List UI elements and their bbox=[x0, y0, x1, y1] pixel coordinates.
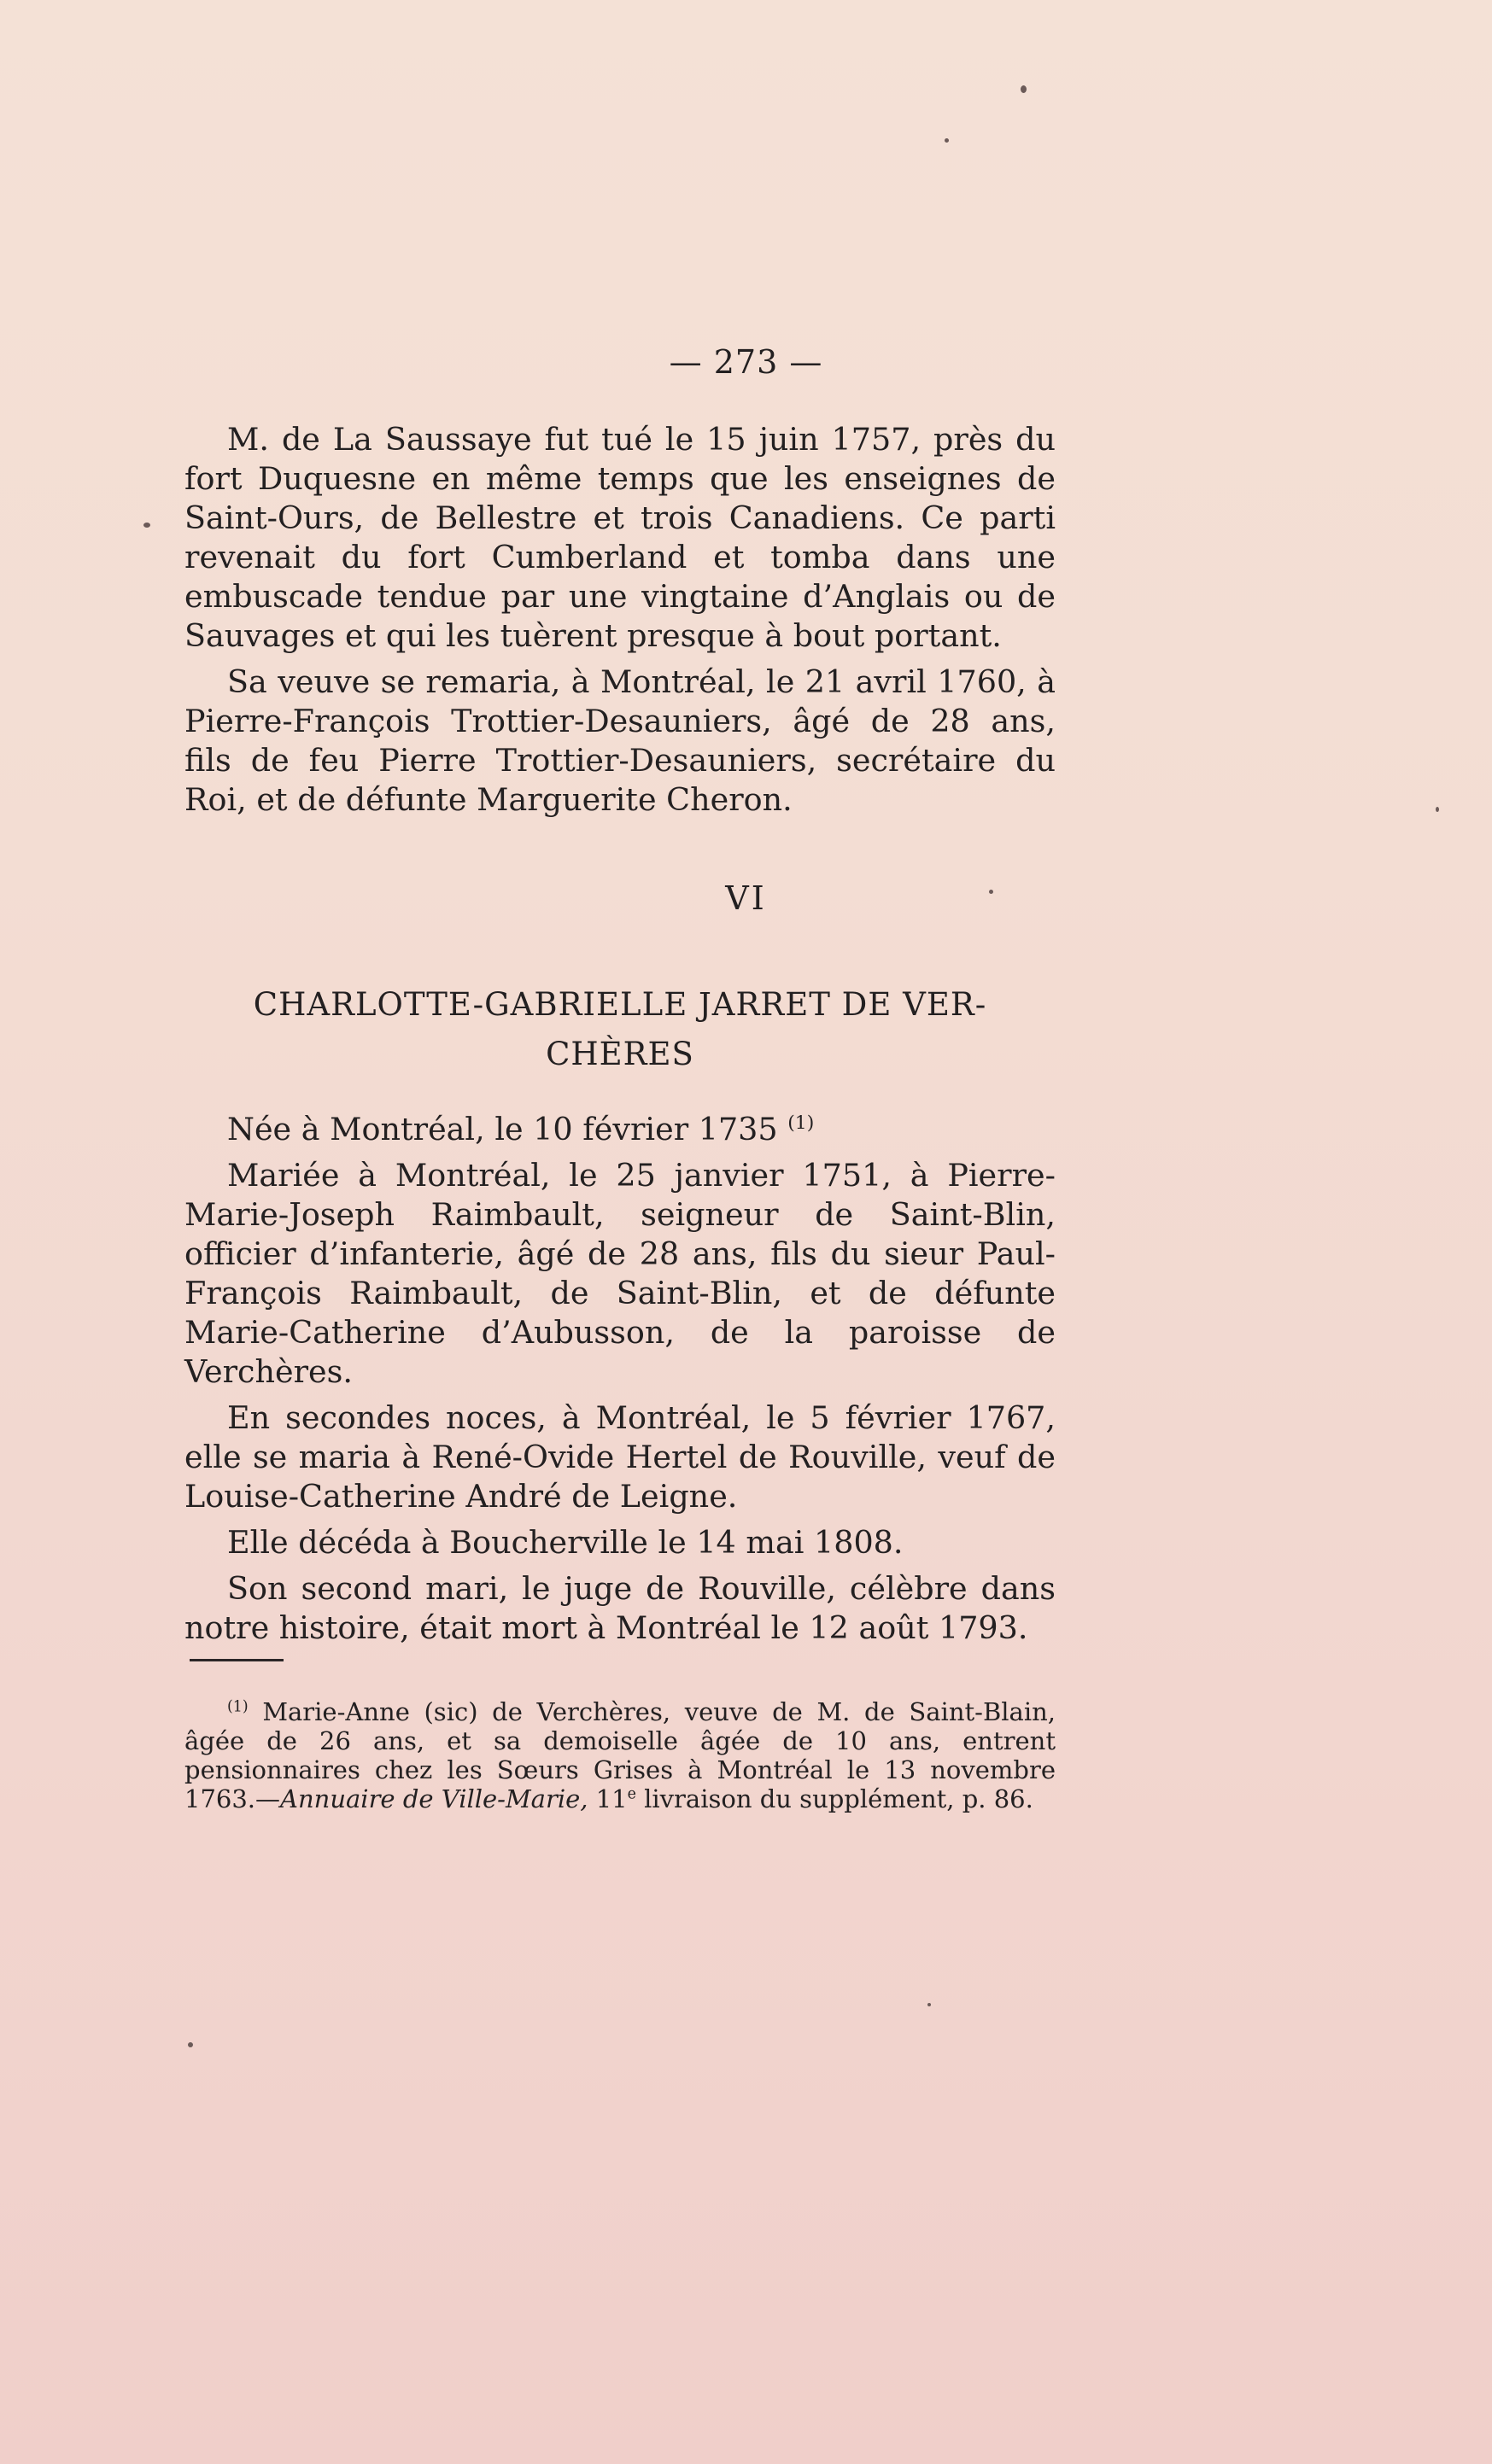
footnote bbox=[184, 1697, 1056, 1813]
section-number: VI bbox=[725, 879, 767, 917]
footnote-marker: ( $^1$ ) bbox=[227, 1698, 249, 1715]
footnote-divider bbox=[190, 1659, 284, 1661]
paragraph-first-marriage: Mariée à Montréal, le 25 janvier 1751, à Pierre-Marie-Joseph Raimbault, seigneur de Saint-Blin, officier d’infanterie, âgé de 28 ans, fils du sieur Paul-François Raimbault, de Saint-Blin, et de défunte Marie-Catherine d’Aubusson, de la paroisse de Verchères. bbox=[184, 1157, 1056, 1390]
paper-speck bbox=[989, 890, 993, 894]
footnote-reference: ( $^1$ ) bbox=[787, 1112, 814, 1134]
footnote-text-end: livraison du supplément, p. 86. bbox=[635, 1784, 1033, 1813]
paper-speck bbox=[945, 138, 949, 143]
paper-speck bbox=[188, 2042, 193, 2047]
paper-speck bbox=[143, 523, 150, 528]
paragraph-widow-remarriage: Sa veuve se remaria, à Montréal, le 21 avril 1760, à Pierre-François Trottier-Desauniers, âgé de 28 ans, fils de feu Pierre Trottier-Desauniers, secrétaire du Roi, et de défunte Marguerite Cheron. bbox=[184, 663, 1056, 818]
paragraph-death: Elle décéda à Boucherville le 14 mai 1808. bbox=[227, 1524, 904, 1561]
birth-text: Née à Montréal, le 10 février 1735 bbox=[227, 1111, 788, 1147]
paragraph-birth bbox=[184, 1110, 1056, 1149]
paper-speck bbox=[1436, 807, 1439, 812]
footnote-paragraph bbox=[184, 1697, 1056, 1813]
biography-text bbox=[184, 1110, 1056, 1648]
section-title bbox=[184, 980, 1056, 1079]
footnote-issue-suffix: e bbox=[627, 1785, 636, 1803]
paper-speck bbox=[927, 2003, 931, 2006]
paragraph-saussaye-death: M. de La Saussaye fut tué le 15 juin 1757, près du fort Duquesne en même temps que les enseignes de Saint-Ours, de Bellestre et trois Canadiens. Ce parti revenait du fort Cumberland et tomba dans une embuscade tendue par une vingtaine d’Anglais ou de Sauvages et qui les tuèrent presque à bout portant. bbox=[184, 421, 1056, 654]
paragraph-second-marriage: En secondes noces, à Montréal, le 5 février 1767, elle se maria à René-Ovide Hertel de Rouville, veuf de Louise-Catherine André de Leigne. bbox=[184, 1399, 1056, 1515]
section-title-line-2: CHÈRES bbox=[546, 1036, 694, 1072]
continuation-text bbox=[184, 420, 1056, 820]
section-title-line-1: CHARLOTTE-GABRIELLE JARRET DE VER- bbox=[253, 986, 987, 1023]
page-number: — 273 — bbox=[669, 343, 823, 381]
footnote-issue-number: 11 bbox=[588, 1784, 628, 1813]
paper-speck bbox=[1021, 85, 1027, 93]
paragraph-second-husband: Son second mari, le juge de Rouville, célèbre dans notre histoire, était mort à Montréal le 12 août 1793. bbox=[184, 1570, 1056, 1646]
footnote-source-title: Annuaire de Ville-Marie, bbox=[280, 1784, 588, 1813]
footnote-text-start: Marie-Anne (sic) de Verchères, veuve de M. de Saint-Blain, âgée de 26 ans, et sa demoiselle âgée de 10 ans, entrent pensionnaires chez les Sœurs Grises à Montréal le 13 novembre 1763.— bbox=[184, 1697, 1056, 1813]
